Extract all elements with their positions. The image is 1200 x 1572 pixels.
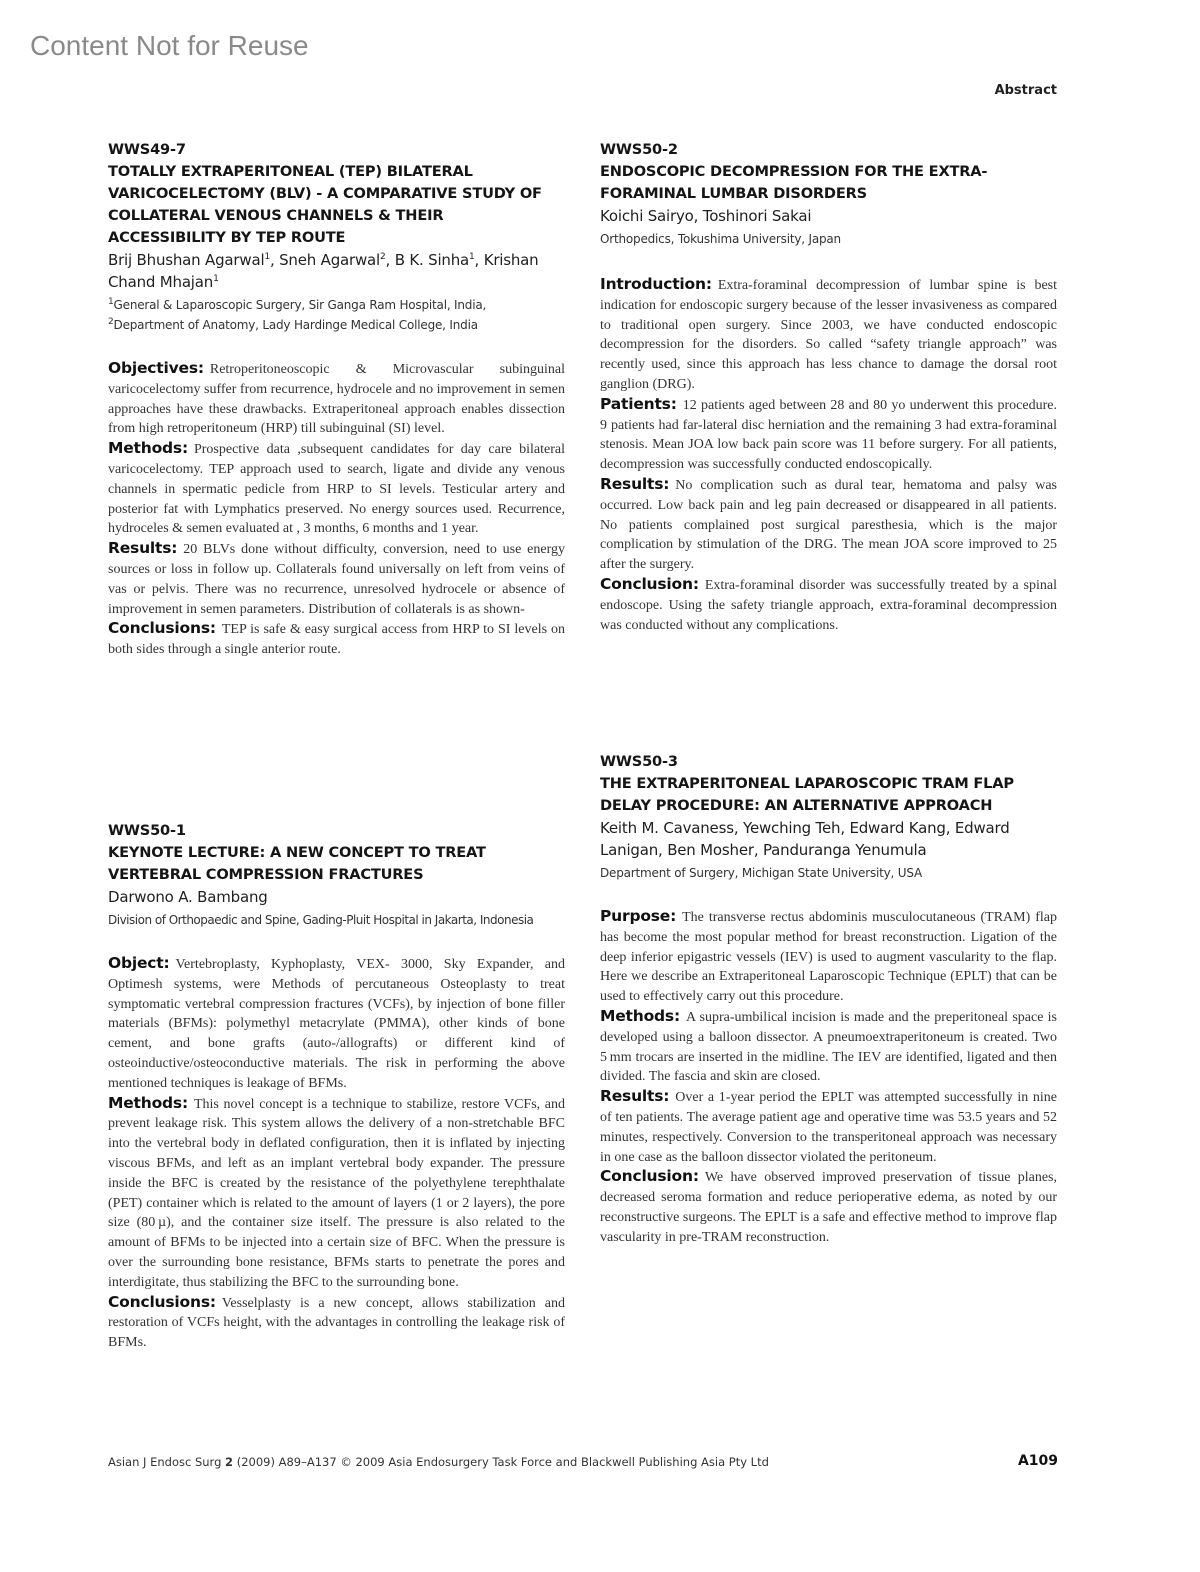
- abstract-id: WWS50-1: [108, 822, 186, 839]
- section-results: Results: 20 BLVs done without difficulty, conversion, need to use energy sources or loss in follow up. Collaterals found universally on left from veins of vas or pelvis. There was no recurrence, unresolved hydrocele or absence of improvement in semen parameters. Distribution of collaterals is as shown-: [108, 539, 565, 617]
- abstract-id: WWS49-7: [108, 141, 186, 158]
- abstract-body: [600, 907, 1057, 1248]
- affiliation: $^2$Department of Anatomy, Lady Hardinge Medical College, India: [108, 317, 478, 332]
- author: Panduranga Yenumula: [762, 841, 927, 859]
- abstract-wws50-2: [600, 139, 1057, 635]
- section-conclusions: Conclusions: Vesselplasty is a new concept, allows stabilization and restoration of VCFs height, with the advantages in controlling the leakage risk of BFMs.: [108, 1292, 565, 1351]
- abstract-body: [108, 954, 565, 1353]
- page-footer: [108, 1455, 1058, 1469]
- section-conclusion: Conclusion: Extra-foraminal disorder was successfully treated by a spinal endoscope. Using the safety triangle approach, extra-foraminal decompression was conducted without any complications.: [600, 574, 1057, 633]
- abstract-title: THE EXTRAPERITONEAL LAPAROSCOPIC TRAM FLAP DELAY PROCEDURE: AN ALTERNATIVE APPROACH: [600, 775, 1014, 814]
- abstract-title: TOTALLY EXTRAPERITONEAL (TEP) BILATERAL VARICOCELECTOMY (BLV) - A COMPARATIVE STUDY OF COLLATERAL VENOUS CHANNELS & THEIR ACCESSIBILITY BY TEP ROUTE: [108, 163, 542, 246]
- section-results: Results: No complication such as dural tear, hematoma and palsy was occurred. Low back pain and leg pain decreased or disappeared in all patients. No patients complained post surgical paresthesia, which is the major complication by stimulation of the DRG. The mean JOA score improved to 25 after the surgery.: [600, 474, 1057, 573]
- author: Toshinori Sakai: [702, 207, 812, 225]
- section-purpose: Purpose: The transverse rectus abdominis musculocutaneous (TRAM) flap has become the most popular method for breast reconstruction. Ligation of the deep inferior epigastric vessels (IEV) is used to augment vascularity to the flap. Here we describe an Extraperitoneal Laparoscopic Technique (EPLT) that can be used to effectively carry out this procedure.: [600, 907, 1057, 1005]
- section-methods: Methods: Prospective data ,subsequent candidates for day care bilateral varicocelectomy. TEP approach used to search, ligate and divide any venous channels in spermatic pedicle from HRP to SI levels. Testicular artery and posterior fat with Lymphatics preserved. No energy sources used. Recurrence, hydroceles & semen evaluated at , 3 months, 6 months and 1 year.: [108, 439, 565, 537]
- section-methods: Methods: This novel concept is a technique to stabilize, restore VCFs, and prevent leakage risk. This system allows the delivery of a non-stretchable BFC into the vertebral body in deflated configuration, then it is inflated by injecting viscous BFMs, and left as an implant vertebral body expander. The pressure inside the BFC is created by the resistance of the polyethylene terephthalate (PET) container which is related to the amount of layers (1 or 2 layers), the pore size (80 µ), and the container size itself. The pressure is also related to the amount of BFMs to be injected into a certain size of BFC. When the pressure is over the surrounding bone resistance, BFMs starts to penetrate the pores and interdigitate, thus stabilizing the BFC to the surrounding bone.: [108, 1093, 565, 1290]
- affiliation: $^1$General & Laparoscopic Surgery, Sir Ganga Ram Hospital, India,: [108, 297, 487, 312]
- watermark: Content Not for Reuse: [30, 30, 309, 61]
- abstract-id: WWS50-3: [600, 753, 678, 770]
- section-conclusions: Conclusions: TEP is safe & easy surgical access from HRP to SI levels on both sides through a single anterior route.: [108, 619, 565, 658]
- abstract-wws50-3: [600, 751, 1057, 1248]
- abstract-title: ENDOSCOPIC DECOMPRESSION FOR THE EXTRA-FORAMINAL LUMBAR DISORDERS: [600, 163, 988, 202]
- author-list: [108, 249, 565, 293]
- abstract-id: WWS50-2: [600, 141, 678, 158]
- affiliation: Division of Orthopaedic and Spine, Gading-Pluit Hospital in Jakarta, Indonesia: [108, 913, 534, 927]
- author: Sneh Agarwal$^2$ ,: [279, 251, 395, 269]
- abstract-title: KEYNOTE LECTURE: A NEW CONCEPT TO TREAT VERTEBRAL COMPRESSION FRACTURES: [108, 844, 486, 883]
- section-object: Object: Vertebroplasty, Kyphoplasty, VEX- 3000, Sky Expander, and Optimesh systems, were Methods of percutaneous Osteoplasty to treat symptomatic vertebral compression fractures (VCFs), by injection of bone filler materials (BFMs): polymethyl metacrylate (PMMA), other kinds of bone cement, and bone grafts (auto-/allografts) or different kind of osteoinductive/osteoconductive materials. The risk in performing the above mentioned techniques is leakage of BFMs.: [108, 954, 565, 1091]
- section-patients: Patients: 12 patients aged between 28 and 80 yo underwent this procedure. 9 patients had far-lateral disc herniation and the remaining 3 had extra-foraminal stenosis. Mean JOA low back pain score was 11 before surgery. For all patients, decompression was successfully conducted endoscopically.: [600, 394, 1057, 473]
- author: Edward Lanigan ,: [600, 819, 1010, 859]
- abstract-body: [600, 275, 1057, 635]
- author: Krishan Chand Mhajan$^1$: [108, 251, 539, 291]
- affiliation: Orthopedics, Tokushima University, Japan: [600, 232, 841, 246]
- section-objectives: Objectives: Retroperitoneoscopic & Microvascular subinguinal varicocelectomy suffer from recurrence, hydrocele and no improvement in semen approaches have these drawbacks. Extraperitoneal approach enables dissection from high retroperitoneum (HRP) till subinguinal (SI) level.: [108, 359, 565, 437]
- author-list: [600, 205, 1057, 227]
- section-introduction: Introduction: Extra-foraminal decompression of lumbar spine is best indication for endoscopic surgery because of the lesser invasiveness as compared to traditional open surgery. Since 2003, we have conducted endoscopic decompression for the disorders. So called “safety triangle approach” was recently used, since this approach has less chance to damage the dorsal root ganglion (DRG).: [600, 275, 1057, 392]
- affiliation: Department of Surgery, Michigan State University, USA: [600, 866, 923, 880]
- author-list: [600, 817, 1057, 861]
- author: Edward Kang ,: [849, 819, 954, 837]
- abstract-body: [108, 359, 565, 660]
- author: Darwono A. Bambang: [108, 888, 268, 906]
- author: Brij Bhushan Agarwal$^1$ ,: [108, 251, 279, 269]
- abstract-wws50-1: [108, 820, 565, 1353]
- section-methods: Methods: A supra-umbilical incision is made and the preperitoneal space is developed using a balloon dissector. A pneumoextraperitoneum is created. Two 5 mm trocars are inserted in the midline. The IEV are identified, ligated and then divided. The fascia and skin are closed.: [600, 1006, 1057, 1085]
- section-conclusion: Conclusion: We have observed improved preservation of tissue planes, decreased seroma formation and reduce perioperative edema, as noted by our reconstructive surgeons. The EPLT is a safe and effective method to improve flap vascularity in pre-TRAM reconstruction.: [600, 1167, 1057, 1245]
- author: Keith M. Cavaness ,: [600, 819, 743, 837]
- running-head: Abstract: [994, 83, 1057, 98]
- author: Koichi Sairyo ,: [600, 207, 703, 225]
- section-results: Results: Over a 1-year period the EPLT was attempted successfully in nine of ten patients. The average patient age and operative time was 53.5 years and 52 minutes, respectively. Conversion to the transperitoneal approach was necessary in one case as the balloon dissector violated the peritoneum.: [600, 1087, 1057, 1165]
- author: B K. Sinha$^1$ ,: [395, 251, 484, 269]
- author-list: [108, 886, 565, 908]
- abstract-wws49-7: [108, 139, 565, 660]
- author: Ben Mosher ,: [667, 841, 763, 859]
- author: Yewching Teh ,: [743, 819, 849, 837]
- page-number: A109: [1017, 1453, 1058, 1469]
- journal-citation: Asian J Endosc Surg 2 (2009) A89–A137 © 2009 Asia Endosurgery Task Force and Blackwell Publishing Asia Pty Ltd: [108, 1455, 769, 1469]
